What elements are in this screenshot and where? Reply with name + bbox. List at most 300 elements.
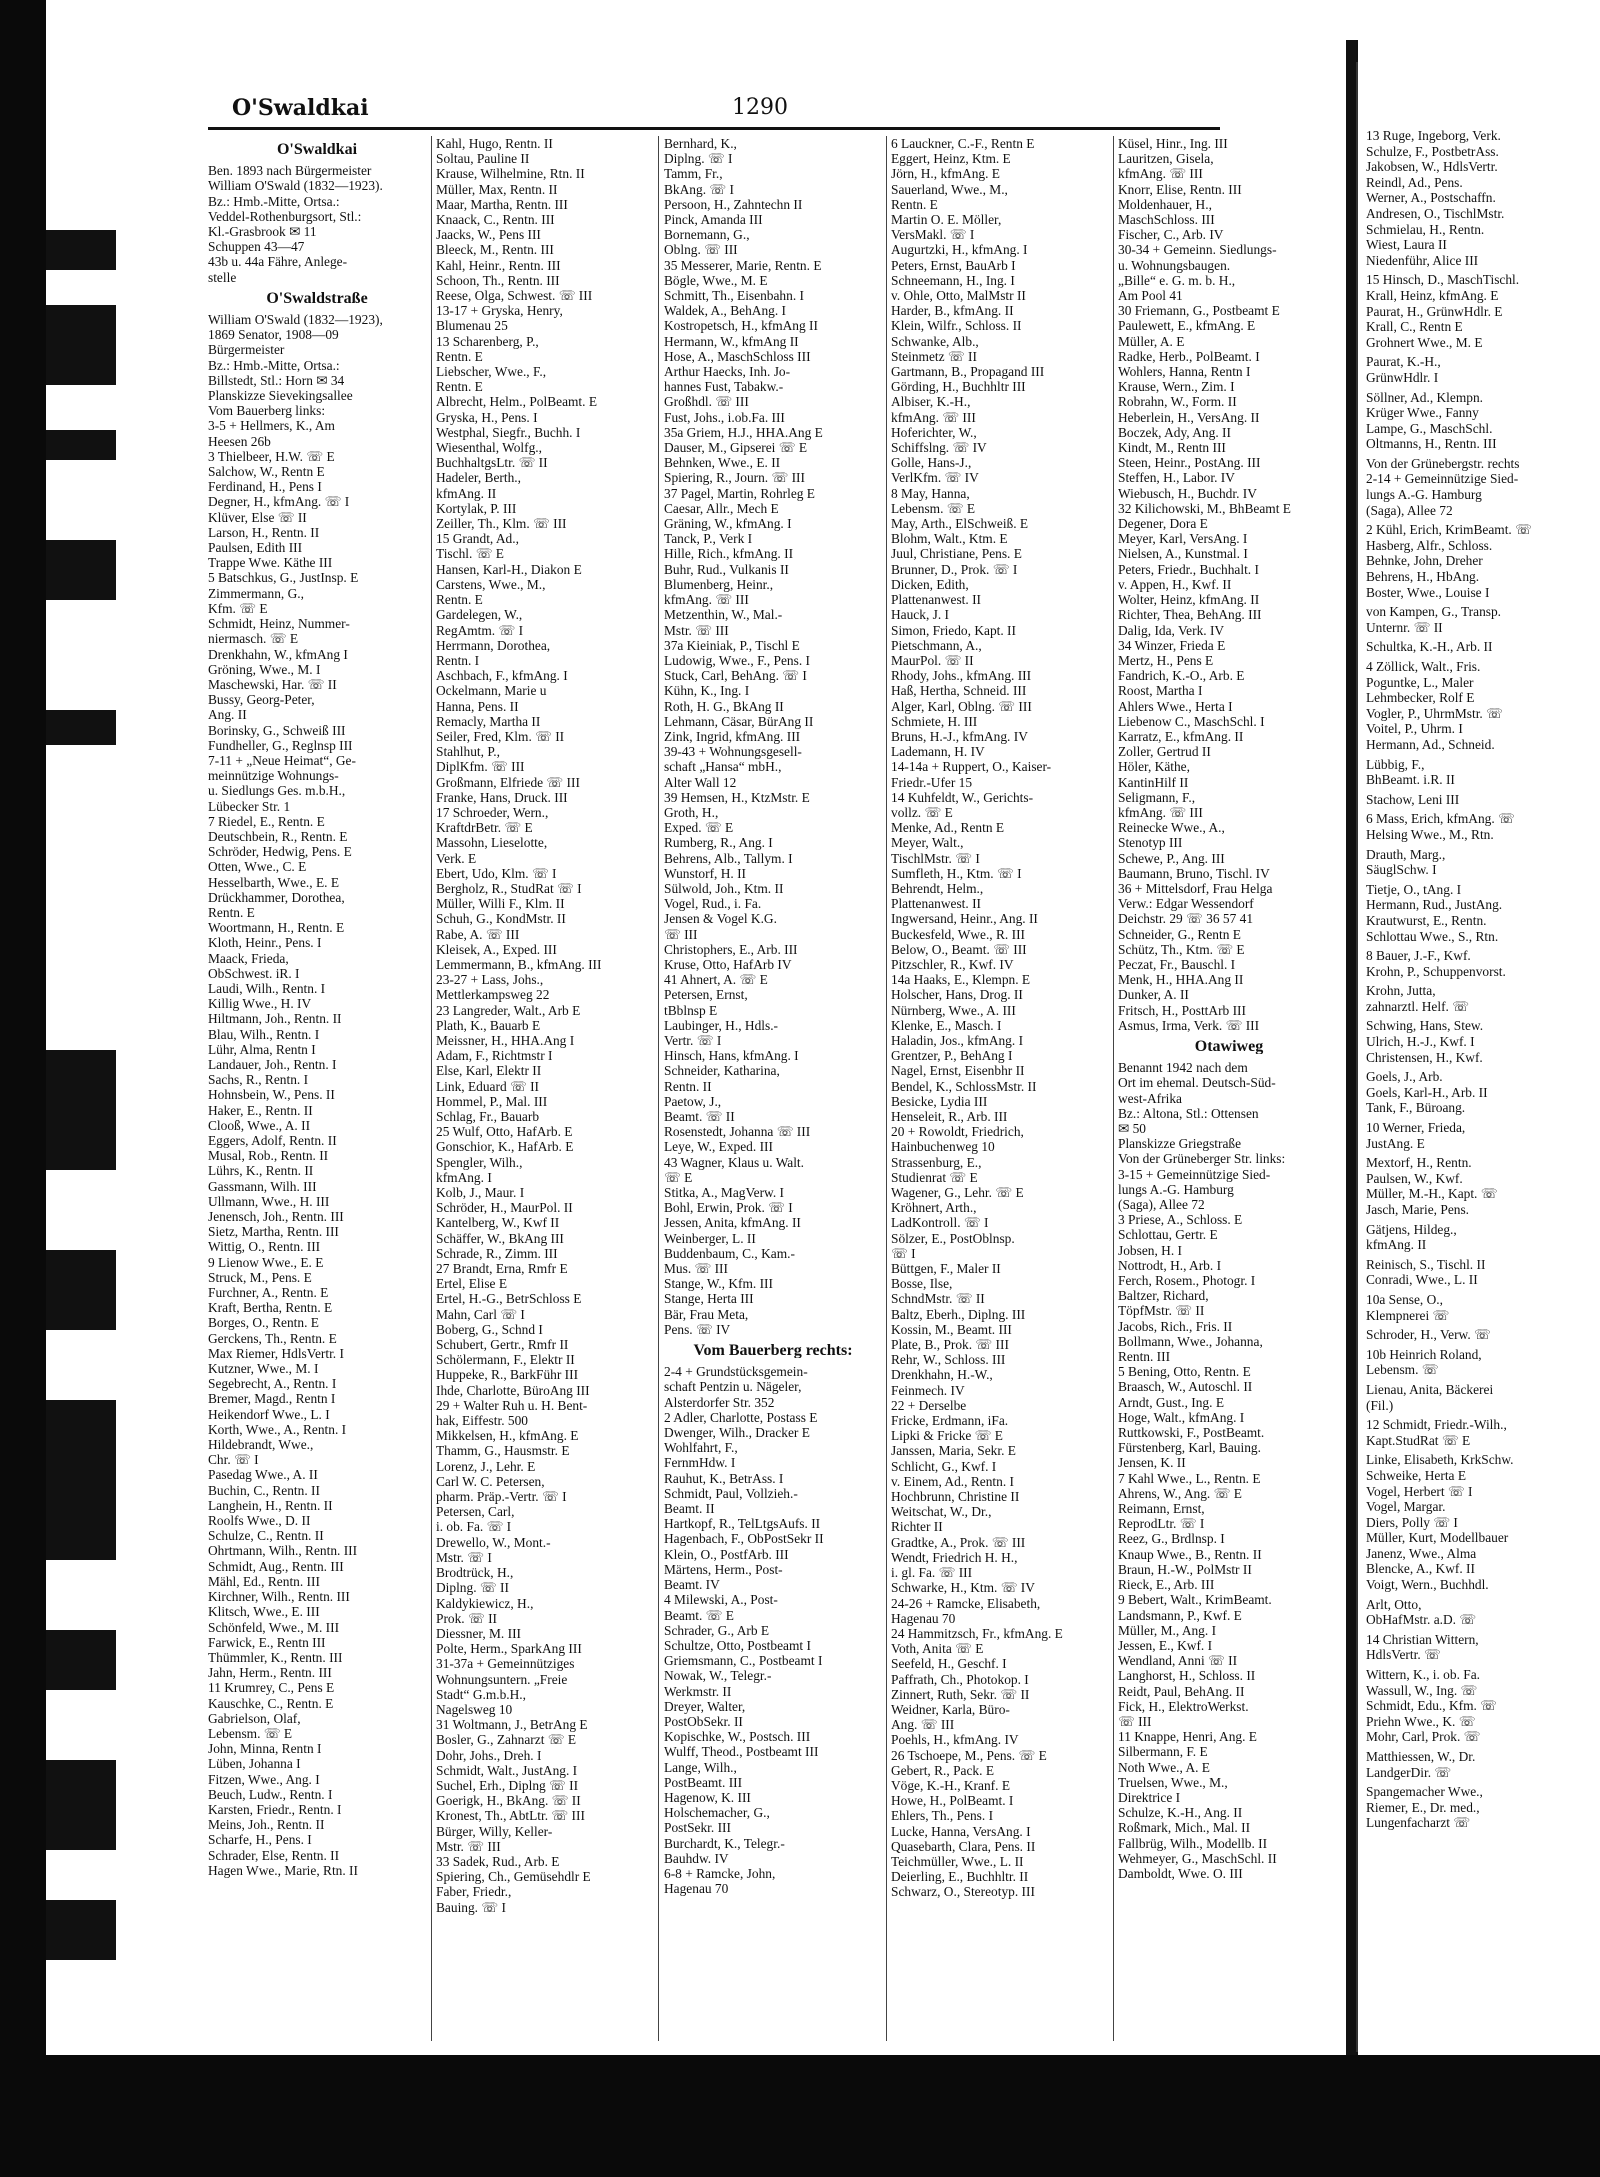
directory-entry: Sumfleth, H., Ktm. ☏ I <box>891 865 1022 881</box>
directory-entry: Schoon, Th., Rentn. III <box>436 272 560 288</box>
header-title: O'Swaldkai <box>232 95 369 121</box>
directory-entry: Hildebrandt, Wwe., <box>208 1437 314 1453</box>
directory-entry: Landsmann, P., Kwf. E <box>1118 1607 1242 1623</box>
directory-entry: Lucke, Hanna, VersAng. I <box>891 1823 1031 1839</box>
directory-entry: Segebrecht, A., Rentn. I <box>208 1376 337 1392</box>
directory-entry: Quasebarth, Clara, Pens. II <box>891 1838 1036 1854</box>
adjacent-entry: kfmAng. II <box>1366 1237 1427 1253</box>
directory-entry: 43b u. 44a Fähre, Anlege- <box>208 254 348 270</box>
directory-entry: Paetow, J., <box>664 1093 722 1109</box>
adjacent-entry: Hermann, Ad., Schneid. <box>1366 736 1495 752</box>
directory-entry: Lauritzen, Gisela, <box>1118 151 1214 167</box>
directory-entry: Eggert, Heinz, Ktm. E <box>891 151 1011 167</box>
directory-entry: Jobsen, H. I <box>1118 1242 1182 1258</box>
directory-entry: Ahrens, W., Ang. ☏ E <box>1118 1485 1242 1501</box>
directory-entry: Wunstorf, H. II <box>664 865 747 881</box>
section-heading: O'Swaldkai <box>276 142 358 158</box>
directory-entry: 25 Wulf, Otto, HafArb. E <box>436 1124 573 1140</box>
directory-entry: Arthur Haecks, Inh. Jo- <box>664 364 791 380</box>
directory-entry: Kfm. ☏ E <box>208 600 268 616</box>
directory-entry: Kortylak, P. III <box>436 500 517 516</box>
directory-entry: Fitzen, Wwe., Ang. I <box>208 1771 320 1787</box>
adjacent-entry: Hasberg, Alfr., Schloss. <box>1366 537 1493 553</box>
directory-entry: Degner, H., kfmAng. ☏ I <box>208 494 350 510</box>
directory-entry: Gebert, R., Pack. E <box>891 1762 995 1778</box>
directory-entry: Kutzner, Wwe., M. I <box>208 1361 319 1377</box>
directory-entry: Rumberg, R., Ang. I <box>664 835 773 851</box>
directory-entry: Hagenbach, F., ObPostSekr II <box>664 1531 824 1547</box>
adjacent-entry: Vogler, P., UhrmMstr. ☏ <box>1366 705 1503 721</box>
directory-entry: 4 Milewski, A., Post- <box>664 1592 778 1608</box>
directory-entry: PostBeamt. III <box>664 1774 743 1790</box>
directory-entry: Beamt. ☏ E <box>664 1607 734 1623</box>
directory-entry: Massohn, Lieselotte, <box>436 835 548 851</box>
directory-entry: Kröhnert, Arth., <box>891 1200 977 1216</box>
directory-entry: Rauhut, K., BetrAss. I <box>664 1470 784 1486</box>
column-divider <box>886 136 887 2041</box>
directory-entry: Planskizze Griegstraße <box>1118 1136 1242 1152</box>
directory-entry: Rehr, W., Schloss. III <box>891 1352 1006 1368</box>
directory-entry: Bär, Frau Meta, <box>664 1306 749 1322</box>
directory-entry: Martin O. E. Möller, <box>891 212 1002 228</box>
directory-entry: Schütz, Th., Ktm. ☏ E <box>1118 941 1245 957</box>
adjacent-entry: Jakobsen, W., HdlsVertr. <box>1366 159 1498 175</box>
directory-entry: Schlicht, G., Kwf. I <box>891 1458 997 1474</box>
directory-entry: Drenkhahn, H.-W., <box>891 1367 993 1383</box>
directory-entry: Lührs, K., Rentn. II <box>208 1163 314 1179</box>
directory-entry: Hinsch, Hans, kfmAng. I <box>664 1048 799 1064</box>
directory-entry: 14 Kuhfeldt, W., Gerichts- <box>891 789 1034 805</box>
directory-entry: 32 Kilichowski, M., BhBeamt E <box>1118 500 1291 516</box>
directory-entry: Ludowig, Wwe., F., Pens. I <box>664 652 810 668</box>
directory-entry: ObSchwest. iR. I <box>208 965 300 981</box>
directory-entry: Haker, E., Rentn. II <box>208 1102 313 1118</box>
directory-entry: Gartmann, B., Propagand III <box>891 364 1045 380</box>
directory-entry: Musal, Rob., Rentn. II <box>208 1148 329 1164</box>
directory-entry: Mstr. ☏ III <box>436 1838 501 1854</box>
directory-entry: u. Siedlungs Ges. m.b.H., <box>208 783 346 799</box>
directory-entry: Stitka, A., MagVerw. I <box>664 1185 785 1201</box>
directory-entry: Zoller, Gertrud II <box>1118 744 1211 760</box>
directory-entry: 11 Knappe, Henri, Ang. E <box>1118 1729 1257 1745</box>
directory-entry: Kostropetsch, H., kfmAng II <box>664 318 818 334</box>
adjacent-entry: Schweike, Herta E <box>1366 1467 1467 1483</box>
directory-entry: Peters, Ernst, BauArb I <box>891 257 1016 273</box>
directory-entry: Boczek, Ady, Ang. II <box>1118 424 1231 440</box>
directory-entry: Lipki & Fricke ☏ E <box>891 1428 1003 1444</box>
adjacent-entry: Behrens, H., HbAng. <box>1366 569 1480 585</box>
directory-entry: 13 Scharenberg, P., <box>436 333 539 349</box>
directory-entry: Bögle, Wwe., M. E <box>664 272 768 288</box>
adjacent-entry: 13 Ruge, Ingeborg, Verk. <box>1366 128 1501 143</box>
directory-entry: 14-14a + Ruppert, O., Kaiser- <box>891 759 1052 775</box>
directory-entry: Henseleit, R., Arb. III <box>891 1109 1008 1124</box>
directory-entry: Prok. ☏ II <box>436 1610 498 1626</box>
directory-entry: Schrader, G., Arb E <box>664 1622 770 1638</box>
adjacent-entry: Diers, Polly ☏ I <box>1366 1514 1458 1530</box>
directory-entry: Kloth, Heinr., Pens. I <box>208 935 322 951</box>
directory-entry: Knaack, C., Rentn. III <box>436 212 555 228</box>
directory-entry: Blumenau 25 <box>436 318 508 334</box>
adjacent-entry: HdlsVertr. ☏ <box>1366 1647 1441 1663</box>
directory-entry: 37a Kieiniak, P., Tischl E <box>664 637 800 653</box>
directory-entry: Großmann, Elfriede ☏ III <box>436 774 580 790</box>
directory-entry: Adam, F., Richtmstr I <box>436 1048 553 1064</box>
directory-entry: Korth, Wwe., A., Rentn. I <box>208 1421 347 1437</box>
directory-entry: Rhody, Johs., kfmAng. III <box>891 668 1032 684</box>
directory-entry: Baltz, Eberh., Diplng. III <box>891 1306 1026 1322</box>
directory-entry: Weitschat, W., Dr., <box>891 1504 992 1520</box>
directory-entry: Schmidt, Aug., Rentn. III <box>208 1558 344 1574</box>
directory-entry: Nielsen, A., Kunstmal. I <box>1118 546 1248 562</box>
directory-entry: Lebensm. ☏ E <box>208 1725 293 1741</box>
directory-entry: kfmAng. I <box>436 1169 492 1185</box>
adjacent-entry: Schulze, F., PostbetrAss. <box>1366 143 1499 159</box>
directory-entry: Larson, H., Rentn. II <box>208 524 320 540</box>
directory-entry: Vertr. ☏ I <box>664 1032 722 1048</box>
adjacent-entry: 10 Werner, Frieda, <box>1366 1120 1466 1136</box>
directory-entry: Richter, Thea, BehAng. III <box>1118 607 1262 623</box>
directory-entry: Mus. ☏ III <box>664 1261 728 1277</box>
directory-entry: Langhorst, H., Schloss. II <box>1118 1668 1256 1684</box>
directory-entry: Behnken, Wwe., E. II <box>664 455 781 471</box>
directory-entry: west-Afrika <box>1118 1090 1182 1106</box>
adjacent-entry: Krohn, P., Schuppenvorst. <box>1366 963 1506 979</box>
directory-entry: Boberg, G., Schnd I <box>436 1321 543 1337</box>
directory-entry: „Bille“ e. G. m. b. H., <box>1118 272 1236 288</box>
directory-entry: schaft Pentzin u. Nägeler, <box>664 1379 802 1395</box>
directory-entry: Noth Wwe., A. E <box>1118 1759 1210 1775</box>
directory-entry: Salchow, W., Rentn E <box>208 464 325 480</box>
directory-entry: Lange, Wilh., <box>664 1759 737 1775</box>
directory-entry: Wendland, Anni ☏ II <box>1118 1653 1238 1669</box>
directory-entry: Meissner, H., HHA.Ang I <box>436 1032 575 1048</box>
directory-entry: Schmidt, Walt., JustAng. I <box>436 1762 578 1778</box>
directory-entry: KraftdrBetr. ☏ E <box>436 820 533 836</box>
directory-entry: Großhdl. ☏ III <box>664 394 749 410</box>
directory-entry: Schwarz, O., Stereotyp. III <box>891 1884 1035 1900</box>
directory-entry: Klenke, E., Masch. I <box>891 1017 1002 1033</box>
directory-entry: TöpfMstr. ☏ II <box>1118 1303 1205 1319</box>
directory-entry: Schrader, Else, Rentn. II <box>208 1847 340 1863</box>
directory-entry: 30 Friemann, G., Postbeamt E <box>1118 303 1280 319</box>
directory-entry: Hommel, P., Mal. III <box>436 1093 548 1109</box>
directory-entry: Meins, Joh., Rentn. II <box>208 1817 325 1833</box>
directory-entry: 39 Hemsen, H., KtzMstr. E <box>664 789 810 805</box>
directory-entry: 24 Hammitzsch, Fr., kfmAng. E <box>891 1625 1063 1641</box>
adjacent-entry: Lienau, Anita, Bäckerei <box>1366 1381 1494 1397</box>
directory-entry: Jessen, E., Kwf. I <box>1118 1637 1213 1653</box>
adjacent-entry: Schwing, Hans, Stew. <box>1366 1018 1484 1034</box>
directory-entry: Jaacks, W., Pens III <box>436 227 541 243</box>
directory-entry: Griemsmann, C., Postbeamt I <box>664 1653 823 1669</box>
directory-entry: Gardelegen, W., <box>436 607 523 623</box>
directory-entry: Besicke, Lydia III <box>891 1093 988 1109</box>
directory-entry: Stahlhut, P., <box>436 744 500 760</box>
directory-entry: Jensen & Vogel K.G. <box>664 911 777 927</box>
adjacent-page-fragment <box>1356 62 1600 2052</box>
scan-border-left <box>0 0 46 2177</box>
directory-entry: Diplng. ☏ II <box>436 1580 509 1596</box>
directory-entry: Hohnsbein, W., Pens. II <box>208 1087 335 1103</box>
directory-entry: 15 Grandt, Ad., <box>436 531 519 547</box>
directory-entry: Drückhammer, Dorothea, <box>208 889 345 905</box>
directory-entry: Spiering, Ch., Gemüsehdlr E <box>436 1869 591 1885</box>
directory-entry: BkAng. ☏ I <box>664 181 734 197</box>
directory-entry: 31-37a + Gemeinnütziges <box>436 1656 575 1672</box>
directory-entry: Ehlers, Th., Pens. I <box>891 1808 994 1824</box>
directory-entry: Gräning, W., kfmAng. I <box>664 516 792 532</box>
directory-entry: Dicken, Edith, <box>891 576 969 592</box>
directory-entry: MaschSchloss. III <box>1118 212 1215 228</box>
directory-entry: Mähl, Ed., Rentn. III <box>208 1573 320 1589</box>
directory-entry: Rentn. E <box>436 592 483 608</box>
directory-entry: Klein, O., PostfArb. III <box>664 1546 789 1562</box>
directory-entry: Grentzer, P., BehAng I <box>891 1048 1013 1064</box>
directory-entry: Dauser, M., Gipserei ☏ E <box>664 440 808 456</box>
directory-entry: Augurtzki, H., kfmAng. I <box>891 242 1028 258</box>
directory-entry: stelle <box>208 269 237 285</box>
directory-entry: 7-11 + „Neue Heimat“, Ge- <box>208 752 356 768</box>
directory-entry: Hille, Rich., kfmAng. II <box>664 546 794 562</box>
directory-entry: Schulze, C., Rentn. II <box>208 1528 324 1544</box>
directory-entry: Fritsch, H., PosttArb III <box>1118 1002 1246 1018</box>
directory-entry: Karratz, E., kfmAng. II <box>1118 728 1244 744</box>
directory-entry: ☏ III <box>1118 1713 1152 1729</box>
adjacent-entry: zahnarztl. Helf. ☏ <box>1366 998 1469 1014</box>
adjacent-entry: 15 Hinsch, D., MaschTischl. <box>1366 272 1520 288</box>
directory-entry: Kruse, Otto, HafArb IV <box>664 956 792 972</box>
directory-entry: Hermann, W., kfmAng II <box>664 333 799 349</box>
directory-entry: Buchin, C., Rentn. II <box>208 1482 320 1498</box>
directory-entry: Rosenstedt, Johanna ☏ III <box>664 1124 811 1140</box>
directory-entry: Kleisek, A., Exped. III <box>436 941 557 957</box>
directory-entry: Reinecke Wwe., A., <box>1118 820 1225 836</box>
directory-entry: kfmAng. ☏ III <box>891 409 976 425</box>
adjacent-entry: Goels, J., Arb. <box>1366 1069 1443 1085</box>
directory-entry: Schneider, G., Rentn E <box>1118 926 1241 942</box>
adjacent-entry: Hermann, Rud., JustAng. <box>1366 897 1503 913</box>
directory-entry: Schiffslng. ☏ IV <box>891 440 987 456</box>
directory-entry: 34 Winzer, Frieda E <box>1118 637 1226 653</box>
directory-entry: kfmAng. ☏ III <box>1118 166 1203 182</box>
header-rule <box>208 127 1220 130</box>
directory-entry: Baltzer, Richard, <box>1118 1288 1209 1304</box>
directory-entry: Rentn. E <box>208 904 255 920</box>
directory-entry: Klüver, Else ☏ II <box>208 509 307 525</box>
directory-entry: Maar, Martha, Rentn. III <box>436 196 568 212</box>
directory-entry: 11 Krumrey, C., Pens E <box>208 1680 335 1696</box>
directory-entry: Nagelsweg 10 <box>436 1701 513 1717</box>
directory-entry: Schuppen 43—47 <box>208 239 305 255</box>
directory-entry: 36 + Mittelsdorf, Frau Helga <box>1118 880 1273 896</box>
directory-entry: 27 Brandt, Erna, Rmfr E <box>436 1261 568 1277</box>
directory-entry: Heikendorf Wwe., L. I <box>208 1406 330 1422</box>
directory-entry: 24-26 + Ramcke, Elisabeth, <box>891 1595 1041 1611</box>
directory-entry: Lebensm. ☏ E <box>891 500 976 516</box>
directory-entry: Howe, H., PolBeamt. I <box>891 1793 1014 1809</box>
directory-entry: Deierling, E., Buchhltr. II <box>891 1869 1029 1885</box>
directory-entry: Müller, Willi F., Klm. II <box>436 896 565 912</box>
directory-entry: Schröder, Hedwig, Pens. E <box>208 844 352 860</box>
directory-entry: Hagen Wwe., Marie, Rtn. II <box>208 1862 358 1878</box>
directory-entry: Heesen 26b <box>208 433 271 449</box>
directory-entry: MaurPol. ☏ II <box>891 652 974 668</box>
directory-entry: Strassenburg, E., <box>891 1154 982 1170</box>
adjacent-entry: Vogel, Margar. <box>1366 1499 1446 1515</box>
directory-entry: Bremer, Magd., Rentn I <box>208 1391 336 1407</box>
adjacent-entry: Müller, M.-H., Kapt. ☏ <box>1366 1186 1498 1202</box>
directory-entry: Fundheller, G., Reglnsp III <box>208 737 353 753</box>
directory-entry: Schmitt, Th., Eisenbahn. I <box>664 288 804 304</box>
directory-entry: Meyer, Walt., <box>891 835 964 851</box>
directory-entry: Deutschbein, R., Rentn. E <box>208 828 348 844</box>
directory-entry: Aschbach, F., kfmAng. I <box>436 668 568 684</box>
directory-entry: Blumenberg, Heinr., <box>664 576 774 592</box>
adjacent-entry: Müller, Kurt, Modellbauer <box>1366 1530 1509 1546</box>
directory-entry: Sietz, Martha, Rentn. III <box>208 1224 339 1240</box>
section-heading: Vom Bauerberg rechts: <box>693 1343 853 1359</box>
directory-entry: Reez, G., Brdlnsp. I <box>1118 1531 1225 1547</box>
directory-entry: Albrecht, Helm., PolBeamt. E <box>436 394 598 410</box>
directory-entry: PostObSekr. II <box>664 1713 743 1729</box>
directory-entry: Zink, Ingrid, kfmAng. III <box>664 728 801 744</box>
directory-entry: Fürstenberg, Karl, Bauing. <box>1118 1440 1261 1456</box>
directory-entry: Otten, Wwe., C. E <box>208 859 307 875</box>
directory-entry: Dunker, A. II <box>1118 987 1189 1003</box>
directory-entry: Haladin, Jos., kfmAng. I <box>891 1032 1024 1048</box>
directory-entry: Silbermann, F. E <box>1118 1744 1208 1760</box>
adjacent-entry: 10b Heinrich Roland, <box>1366 1346 1482 1362</box>
directory-entry: 3 Priese, A., Schloss. E <box>1118 1212 1243 1228</box>
adjacent-entry: Linke, Elisabeth, KrkSchw. <box>1366 1452 1514 1468</box>
directory-entry: Krause, Wilhelmine, Rtn. II <box>436 166 585 182</box>
adjacent-entry: Tank, F., Büroang. <box>1366 1100 1466 1116</box>
directory-entry: Radke, Herb., PolBeamt. I <box>1118 348 1260 364</box>
directory-entry: Schölermann, F., Elektr II <box>436 1352 575 1368</box>
directory-entry: Kossin, M., Beamt. III <box>891 1321 1012 1337</box>
directory-entry: Killig Wwe., H. IV <box>208 996 312 1012</box>
adjacent-entry: Jasch, Marie, Pens. <box>1366 1202 1470 1217</box>
directory-entry: Seiler, Fred, Klm. ☏ II <box>436 728 565 744</box>
directory-entry: Hauck, J. I <box>891 607 950 623</box>
directory-entry: Bernhard, K., <box>664 136 737 151</box>
adjacent-entry: Janenz, Wwe., Alma <box>1366 1545 1477 1561</box>
directory-entry: Landauer, Joh., Rentn. I <box>208 1056 337 1072</box>
directory-entry: schaft „Hansa“ mbH., <box>664 759 782 775</box>
directory-column-3 <box>664 136 882 2046</box>
adjacent-entry: Werner, A., Postschaffn. <box>1366 190 1496 206</box>
directory-entry: Klitsch, Wwe., E. III <box>208 1604 320 1620</box>
adjacent-entry: 2-14 + Gemeinnützige Sied- <box>1366 471 1519 487</box>
directory-entry: Diessner, M. III <box>436 1625 521 1641</box>
adjacent-entry: Gätjens, Hildeg., <box>1366 1221 1457 1237</box>
directory-entry: 30-34 + Gemeinn. Siedlungs- <box>1118 242 1277 258</box>
directory-entry: Von der Grüneberger Str. links: <box>1118 1151 1286 1167</box>
directory-entry: Gabrielson, Olaf, <box>208 1710 301 1726</box>
adjacent-entry: Krall, Heinz, kfmAng. E <box>1366 287 1499 303</box>
directory-entry: Wagener, G., Lehr. ☏ E <box>891 1185 1024 1201</box>
directory-entry: 7 Kahl Wwe., L., Rentn. E <box>1118 1470 1261 1486</box>
adjacent-entry: Riemer, E., Dr. med., <box>1366 1799 1480 1815</box>
directory-entry: Sauerland, Wwe., M., <box>891 181 1008 197</box>
directory-entry: Golle, Hans-J., <box>891 455 972 471</box>
directory-entry: Schlag, Fr., Bauarb <box>436 1109 540 1124</box>
directory-entry: Reidt, Paul, BehAng. II <box>1118 1683 1245 1699</box>
directory-entry: Fick, H., ElektroWerkst. <box>1118 1698 1249 1714</box>
directory-entry: Reimann, Ernst, <box>1118 1501 1205 1517</box>
directory-entry: Buckesfeld, Wwe., R. III <box>891 926 1025 942</box>
directory-entry: Friedr.-Ufer 15 <box>891 774 973 790</box>
adjacent-entry: SäuglSchw. I <box>1366 862 1437 878</box>
directory-entry: Exped. ☏ E <box>664 820 734 836</box>
adjacent-entry: Krautwurst, E., Rentn. <box>1366 912 1487 928</box>
directory-entry: Schäffer, W., BkAng III <box>436 1230 564 1246</box>
directory-entry: Albiser, K.-H., <box>891 394 971 410</box>
directory-entry: Metzenthin, W., Mal.- <box>664 607 783 623</box>
adjacent-entry: Wassull, W., Ing. ☏ <box>1366 1682 1478 1698</box>
directory-entry: Fallbrüg, Wilh., Modellb. II <box>1118 1835 1268 1851</box>
directory-entry: Scharfe, H., Pens. I <box>208 1832 312 1848</box>
directory-entry: Hagenau 70 <box>664 1881 729 1897</box>
directory-entry: Stuck, Carl, BehAng. ☏ I <box>664 668 807 684</box>
section-heading: Otawiweg <box>1194 1038 1264 1055</box>
directory-entry: Thamm, G., Hausmstr. E <box>436 1443 570 1459</box>
directory-entry: Zinnert, Ruth, Sekr. ☏ II <box>891 1686 1030 1702</box>
directory-entry: 35 Messerer, Marie, Rentn. E <box>664 257 822 273</box>
adjacent-entry: Drauth, Marg., <box>1366 846 1446 862</box>
directory-entry: Kühn, K., Ing. I <box>664 683 750 699</box>
directory-entry: Nottrodt, H., Arb. I <box>1118 1257 1222 1273</box>
directory-entry: Wohlfahrt, F., <box>664 1440 738 1456</box>
directory-entry: Ertel, H.-G., BetrSchloss E <box>436 1291 582 1307</box>
directory-entry: Robrahn, W., Form. II <box>1118 394 1237 410</box>
directory-entry: hannes Fust, Tabakw.- <box>664 379 784 395</box>
directory-entry: Buhr, Rud., Vulkanis II <box>664 561 789 577</box>
adjacent-entry: Lübbig, F., <box>1366 756 1425 772</box>
adjacent-entry: Schmielau, H., Rentn. <box>1366 221 1485 237</box>
directory-entry: FernmHdw. I <box>664 1455 736 1471</box>
directory-entry: Stadt“ G.m.b.H., <box>436 1686 527 1702</box>
adjacent-entry: Goels, Karl-H., Arb. II <box>1366 1084 1488 1100</box>
directory-entry: Vöge, K.-H., Kranf. E <box>891 1777 1010 1793</box>
directory-entry: Haß, Hertha, Schneid. III <box>891 683 1027 699</box>
adjacent-entry: 2 Kühl, Erich, KrimBeamt. ☏ <box>1366 522 1532 538</box>
adjacent-entry: 8 Bauer, J.-F., Kwf. <box>1366 948 1471 964</box>
directory-entry: v. Ohle, Otto, MalMstr II <box>891 288 1026 304</box>
directory-entry: Bürgermeister <box>208 342 285 358</box>
directory-entry: Kl.-Grasbrook ✉ 11 <box>208 224 317 240</box>
directory-entry: Vom Bauerberg links: <box>208 403 326 419</box>
directory-entry: Sölzer, E., PostOblnsp. <box>891 1230 1015 1246</box>
column-divider <box>1113 136 1114 2041</box>
directory-entry: 3-5 + Hellmers, K., Am <box>208 418 335 434</box>
directory-entry: Caesar, Allr., Mech E <box>664 500 779 516</box>
directory-entry: Tamm, Fr., <box>664 166 723 182</box>
directory-entry: Gryska, H., Pens. I <box>436 409 538 425</box>
directory-entry: 17 Schroeder, Wern., <box>436 804 549 820</box>
directory-entry: Dwenger, Wilh., Dracker E <box>664 1425 810 1441</box>
directory-entry: Beamt. ☏ II <box>664 1109 735 1124</box>
directory-entry: Knorr, Elise, Rentn. III <box>1118 181 1242 197</box>
directory-entry: Planskizze Sievekingsallee <box>208 388 353 404</box>
directory-entry: Schlottau, Gertr. E <box>1118 1227 1218 1243</box>
section-heading: O'Swaldstraße <box>266 290 368 307</box>
directory-entry: John, Minna, Rentn I <box>208 1741 322 1757</box>
directory-entry: Liebscher, Wwe., F., <box>436 364 547 380</box>
directory-entry: Mahn, Carl ☏ I <box>436 1306 525 1322</box>
directory-entry: Seligmann, F., <box>1118 789 1196 805</box>
